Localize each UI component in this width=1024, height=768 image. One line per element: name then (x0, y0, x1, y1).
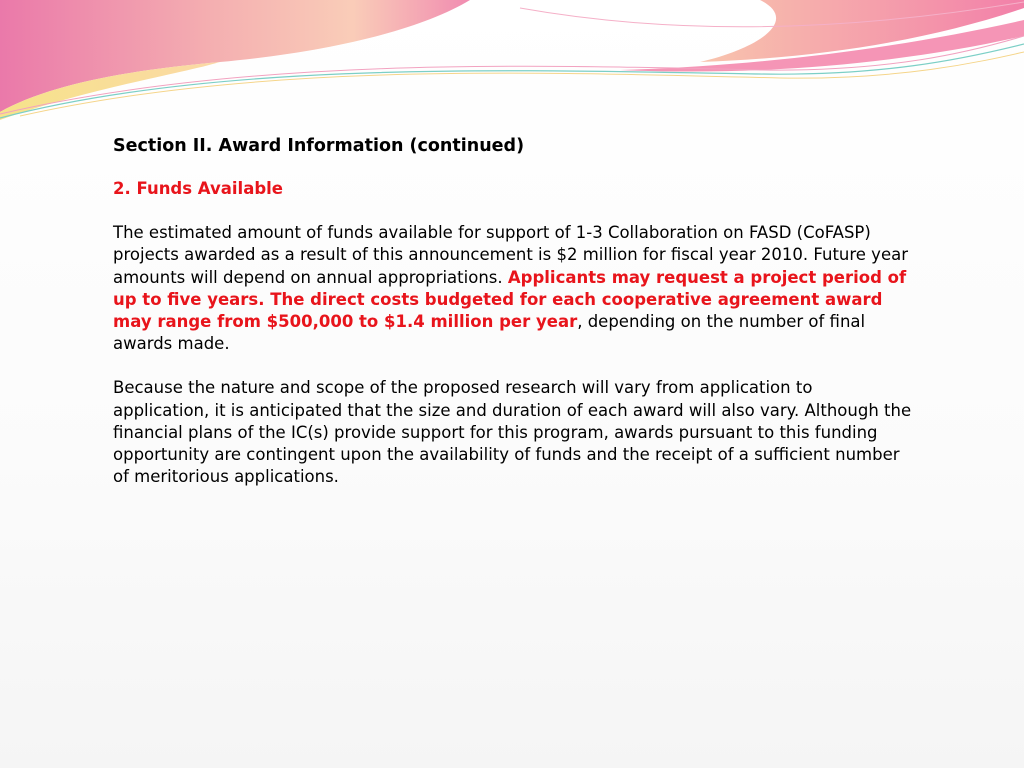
funds-paragraph-lead: The estimated amount of funds available for support of 1-3 Collaboration on FASD (CoFASP) projects awarded as a result of this announcement is $2 million for fiscal year 2010. Future year amounts will depend on annual appropriations. (113, 223, 908, 287)
slide-body (113, 133, 913, 510)
section-title: Section II. Award Information (continued) (113, 136, 525, 156)
funds-available-heading: 2. Funds Available (113, 179, 283, 198)
funds-paragraph-tail: , depending on the number of final awards made. (113, 312, 866, 354)
funds-paragraph (113, 222, 913, 355)
wave-band-right (640, 0, 1024, 62)
scope-paragraph: Because the nature and scope of the proposed research will vary from application to application, it is anticipated that the size and duration of each award will also vary. Although the financial plans of the IC(s) provide support for this program, awards pursuant to this funding opportunity are contingent upon the availability of funds and the receipt of a sufficient number of meritorious applications. (113, 378, 912, 487)
funds-paragraph-emphasis: Applicants may request a project period of up to five years. The direct costs budgeted for each cooperative agreement award may range from $500,000 to $1.4 million per year (113, 267, 907, 332)
decorative-wave-header (0, 0, 1024, 140)
